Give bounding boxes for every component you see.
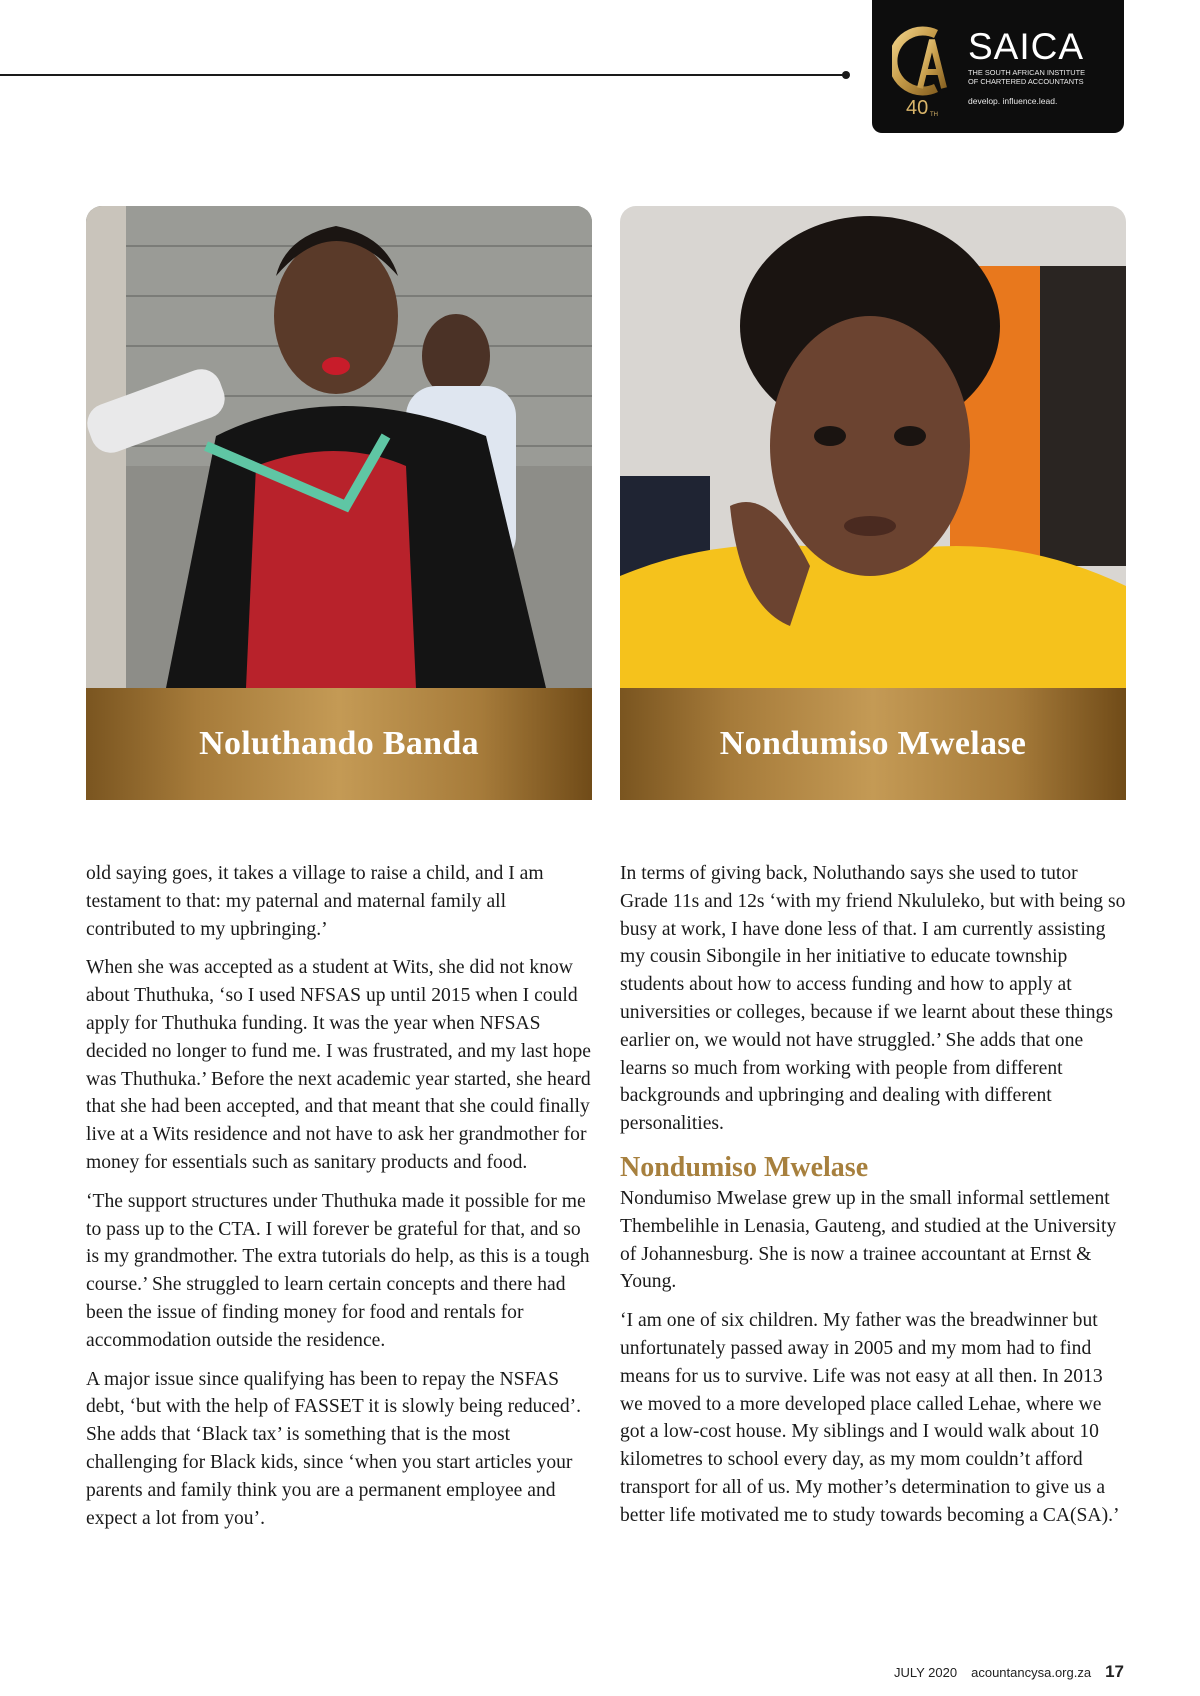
logo-subtitle: THE SOUTH AFRICAN INSTITUTE OF CHARTERED ACCOUNTANTS (968, 68, 1086, 86)
header-rule (0, 74, 846, 76)
article-paragraph: old saying goes, it takes a village to raise a child, and I am testament to that: my paternal and maternal family all contributed to my upbringing.’ (86, 863, 544, 940)
page-footer (0, 1662, 1124, 1682)
logo-name: SAICA (968, 26, 1085, 67)
article-paragraph: When she was accepted as a student at Wits, she did not know about Thuthuka, ‘so I used NFSAS up until 2015 when I could apply for Thuthuka funding. It was the year when NFSAS decided no longer to fund me. I was frustrated, and my last hope was Thuthuka.’ Before the next academic year started, she heard that she had been accepted, and that meant that she could finally live at a Wits residence and not have to ask her grandmother for money for essentials such as sanitary products and food. (86, 957, 591, 1173)
article-paragraph: ‘I am one of six children. My father was the breadwinner but unfortunately passed away in 2005 and my mom had to find means for us to survive. Life was not easy at all then. In 2013 we moved to a more developed place called Lehae, where we got a low-cost house. My siblings and I would walk about 10 kilometres to school every day, as my mom couldn’t afford transport for all of us. My mother’s determination to give us a better life motivated me to study towards becoming a CA(SA).’ (620, 1310, 1120, 1526)
article-paragraph: Nondumiso Mwelase grew up in the small informal settlement Thembelihle in Lenasia, Gauteng, and studied at the University of Johannesburg. She is now a trainee accountant at Ernst & Young. (620, 1187, 1117, 1293)
svg-text:TH: TH (930, 112, 938, 118)
photo-nondumiso-mwelase (620, 206, 1126, 688)
article-column-right (620, 860, 1126, 1541)
saica-logo (872, 0, 1124, 133)
article-paragraph: In terms of giving back, Noluthando says she used to tutor Grade 11s and 12s ‘with my friend Nkululeko, but with being so busy at work, I have done less of that. I am currently assisting my cousin Sibongile in her initiative to educate township students about how to access funding and how to apply at universities or colleges, because if we learnt about these things earlier on, we would not have struggled.’ She adds that one learns so much from working with people from different backgrounds and upbringing and dealing with different personalities. (620, 863, 1126, 1135)
svg-text:40: 40 (906, 97, 929, 118)
profile-name-band (620, 688, 1126, 800)
article-paragraph: A major issue since qualifying has been to repay the NSFAS debt, ‘but with the help of FASSET it is slowly being reduced’. She adds that ‘Black tax’ is something that is the most challenging for Black kids, since ‘when you start articles your parents and family think you are a permanent employee and expect a lot from you’. (86, 1368, 582, 1529)
ca-monogram-icon (892, 26, 962, 118)
profile-name: Noluthando Banda (199, 725, 479, 762)
section-heading: Nondumiso Mwelase (620, 1151, 869, 1183)
photo-noluthando-banda (86, 206, 592, 688)
header-rule-dot (842, 71, 850, 79)
logo-tagline: develop. influence.lead. (968, 96, 1058, 106)
website-link[interactable]: acountancysa.org.za (971, 1665, 1092, 1680)
article-paragraph: ‘The support structures under Thuthuka made it possible for me to pass up to the CTA. I will forever be grateful for that, and so is my grandmother. The extra tutorials do help, as this is a tough course.’ She struggled to learn certain concepts and there had been the issue of finding money for food and rentals for accommodation outside the residence. (86, 1190, 590, 1351)
article-column-left (86, 860, 596, 1543)
issue-date: JULY 2020 (893, 1665, 958, 1680)
profile-name: Nondumiso Mwelase (719, 725, 1027, 762)
profile-name-band (86, 688, 592, 800)
page-number: 17 (1105, 1662, 1124, 1681)
